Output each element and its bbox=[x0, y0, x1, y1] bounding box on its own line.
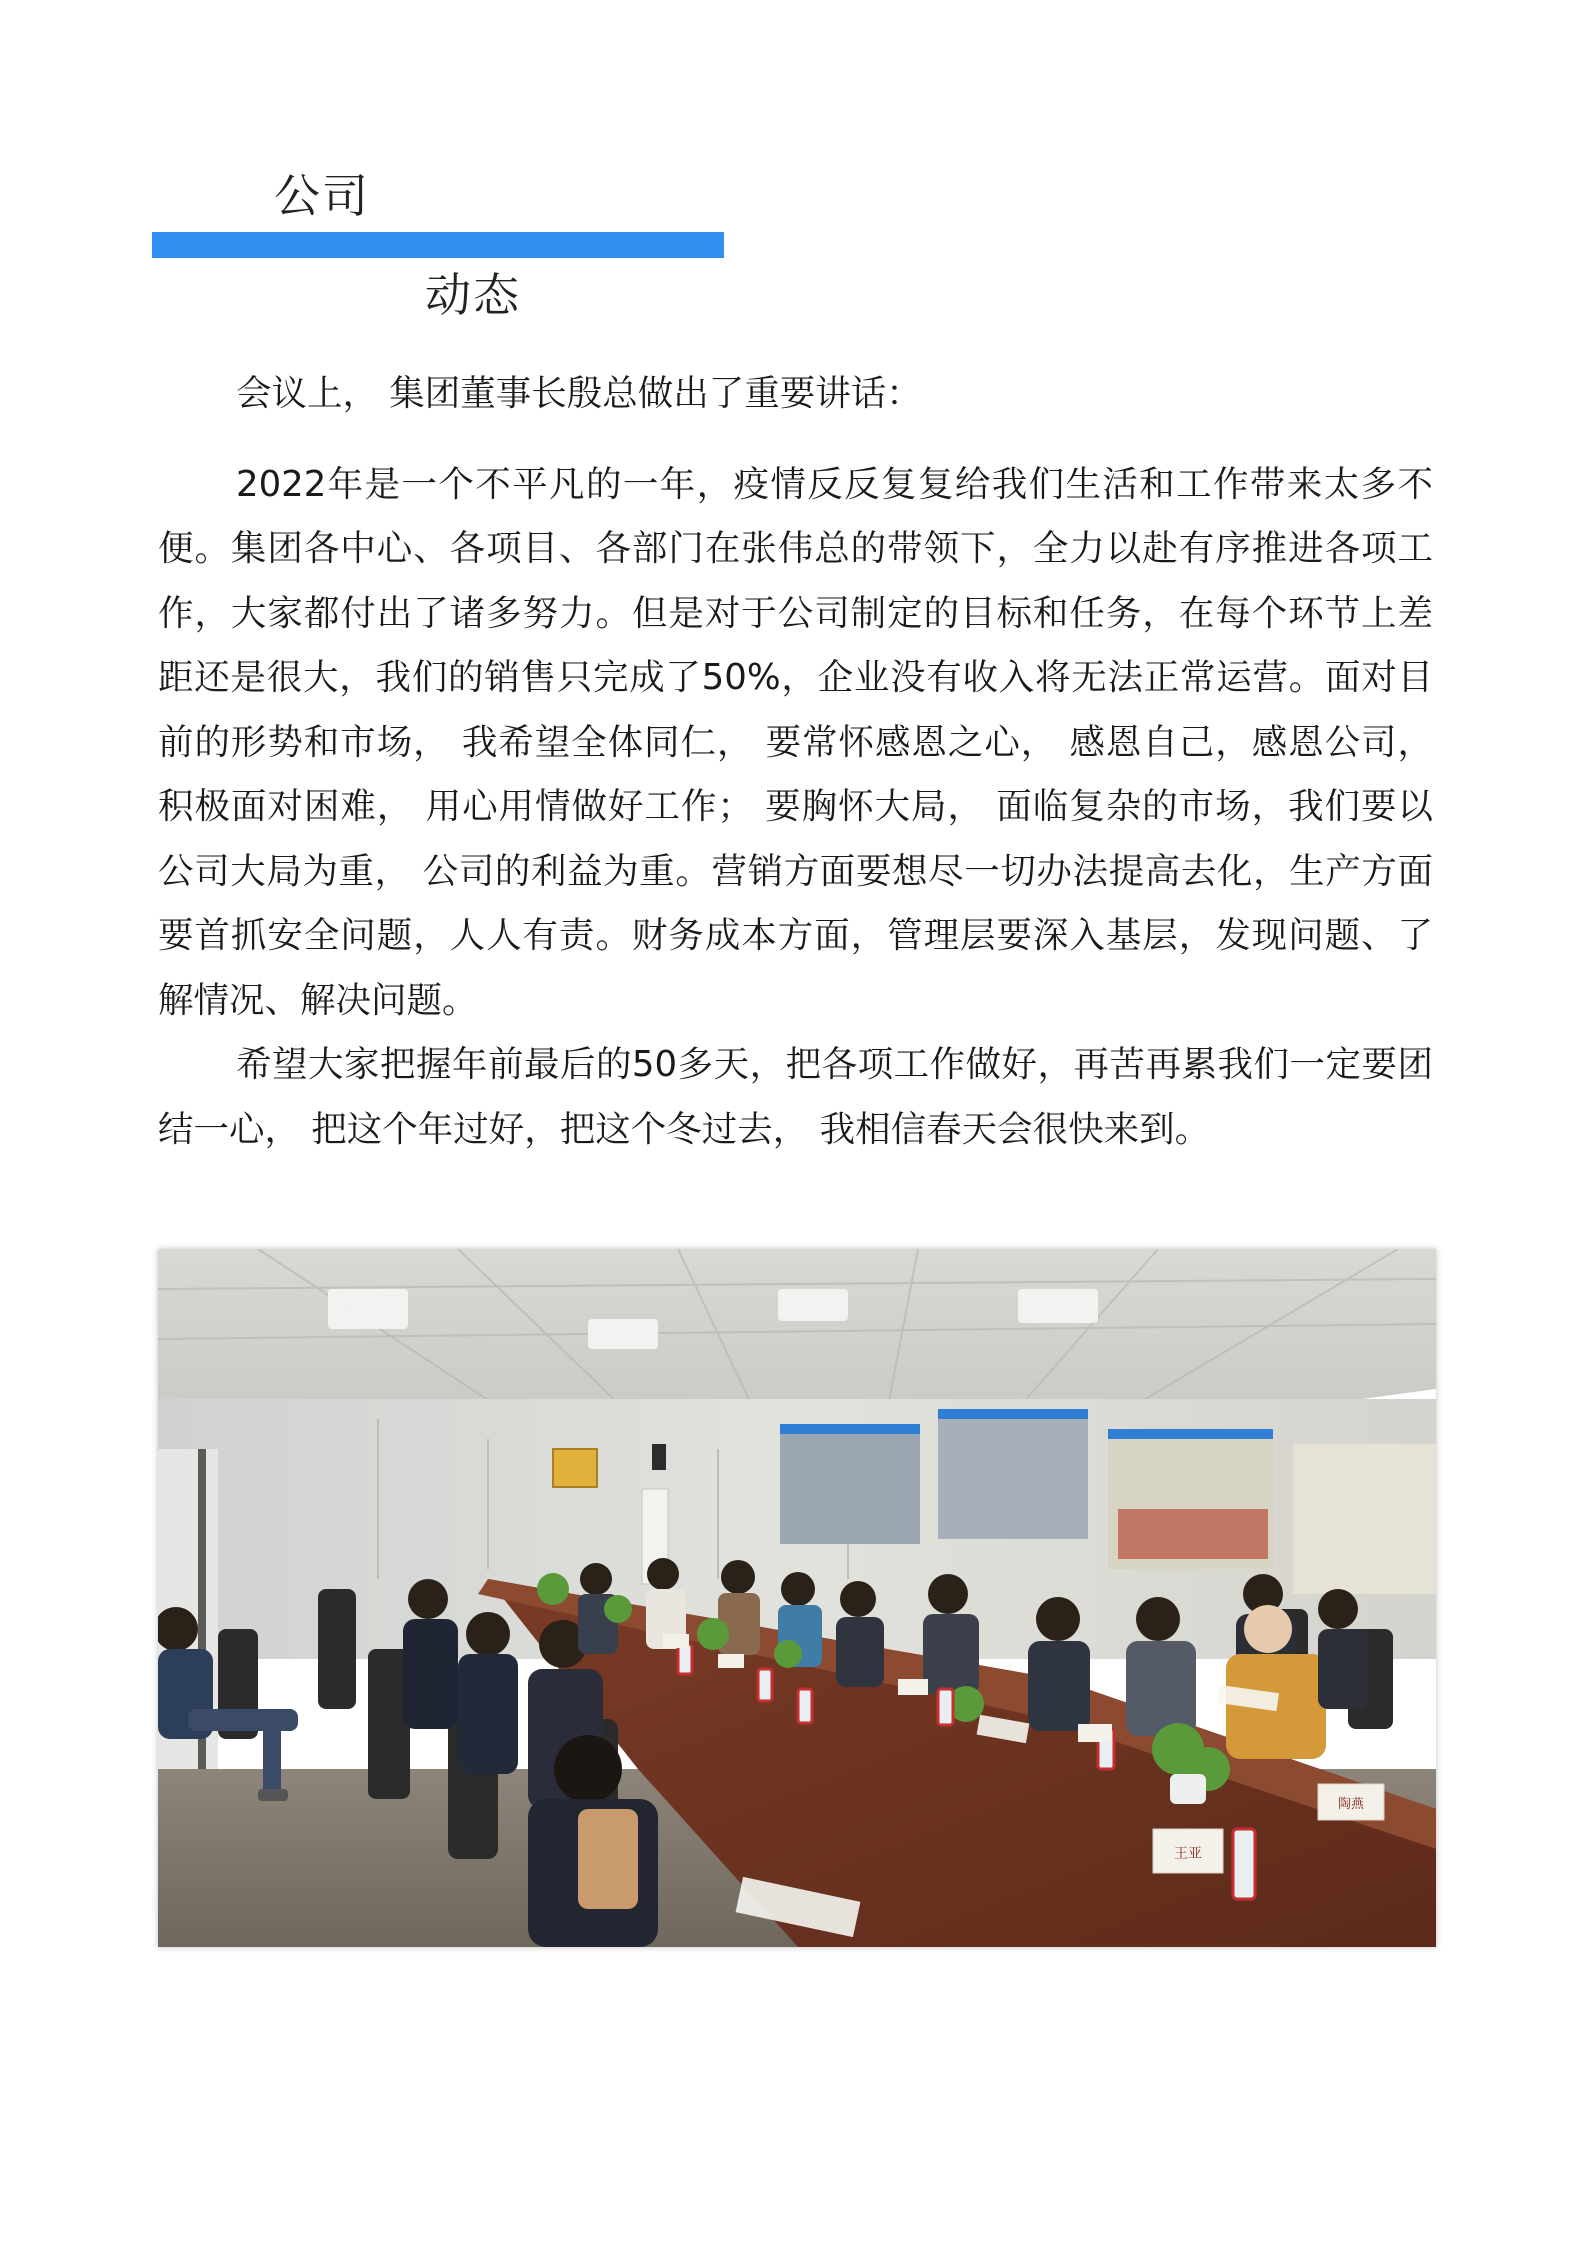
article-paragraph: 希望大家把握年前最后的50多天，把各项工作做好，再苦再累我们一定要团结一心， 把这个年过好，把这个冬过去， 我相信春天会很快来到。 bbox=[158, 1044, 1433, 1150]
article-paragraph: 2022年是一个不平凡的一年，疫情反反复复给我们生活和工作带来太多不便。集团各中心、各项目、各部门在张伟总的带领下，全力以赴有序推进各项工作，大家都付出了诸多努力。但是对于公司制定的目标和任务，在每个环节上差距还是很大，我们的销售只完成了50%，企业没有收入将无法正常运营。面对目前的形势和市场， 我希望全体同仁， 要常怀感恩之心， 感恩自己，感恩公司， 积极面对困难， 用心用情做好工作； 要胸怀大局， 面临复杂的市场，我们要以公司大局为重， 公司的利益为重。营销方面要想尽一切办法提高去化，生产方面要首抓安全问题，人人有责。财务成本方面，管理层要深入基层，发现问题、了解情况、解决问题。 bbox=[158, 463, 1433, 1021]
name-plate-label: 王亚 bbox=[1174, 1846, 1202, 1862]
section-title-word-1: 公司 bbox=[274, 169, 370, 223]
article-lead: 会议上， 集团董事长殷总做出了重要讲话： bbox=[236, 373, 922, 414]
photo-window bbox=[780, 1424, 920, 1544]
article-body bbox=[158, 362, 1433, 1162]
section-title-word-2: 动态 bbox=[425, 268, 521, 322]
name-plate-label: 陶燕 bbox=[1337, 1797, 1365, 1812]
section-title-accent-bar bbox=[152, 232, 724, 258]
photo-wall-plaque bbox=[553, 1449, 597, 1487]
meeting-photo bbox=[158, 1249, 1436, 1947]
